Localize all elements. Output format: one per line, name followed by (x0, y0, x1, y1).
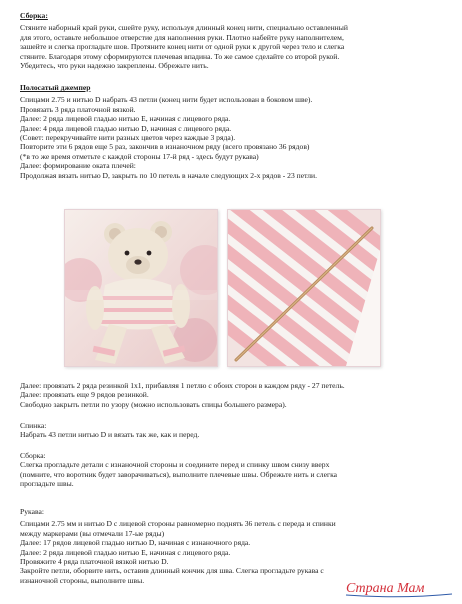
ribbing-line: Далее: провязать еще 9 рядов резинкой. (20, 390, 149, 400)
watermark-text: Страна Мам (346, 581, 425, 596)
assembly2-line: (помните, что воротник будет заворачиваться), выполните плечевые швы. Обрежьте нить и слегка (20, 469, 338, 479)
assembly-line: зашейте и слегка прогладьте шов. Протяните конец нити от одной руки к другой через тело и слегка (20, 42, 345, 52)
ribbing-line: Свободно закрыть петли по узору (можно использовать спицы большего размера). (20, 399, 287, 409)
sleeves-section (20, 507, 444, 585)
knitting-closeup-photo (227, 209, 381, 367)
assembly2-line: прогладьте швы. (20, 479, 74, 489)
strana-mam-logo-icon (344, 576, 456, 598)
jumper-line: (Совет: перекручивайте нити разных цветов через каждые 3 ряда). (20, 133, 236, 143)
back-line: Набрать 43 петли нитью D и вязать так же, как и перед. (20, 430, 200, 440)
back-title: Спинка: (20, 421, 47, 430)
assembly-line: Стяните наборный край руки, сшейте руку, используя длинный конец нити, специально оставленный (20, 23, 348, 33)
assembly2-section (20, 451, 444, 489)
sleeves-line: Закройте петли, оборвите нить, оставив длинный кончик для шва. Слегка прогладьте рукава с (20, 566, 324, 576)
jumper-line: (*в то же время отметьте с каждой стороны 17-й ряд - здесь будут рукава) (20, 151, 259, 161)
sleeves-line: Провяжите 4 ряда платочной вязкой нитью D. (20, 557, 169, 567)
assembly-section (20, 11, 444, 70)
knitting-closeup-image (228, 210, 380, 366)
assembly-heading: Сборка: (20, 11, 48, 20)
jumper-heading: Полосатый джемпер (20, 83, 91, 92)
jumper-line: Провязать 3 ряда платочной вязкой. (20, 104, 136, 114)
assembly2-line: Слегка прогладьте детали с изнаночной стороны и соедините перед и спинку швом снизу вверх (20, 460, 330, 470)
jumper-line: Далее: 4 ряда лицевой гладью нитью D, начиная с лицевого ряда. (20, 123, 232, 133)
sleeves-line: Спицами 2.75 мм и нитью D с лицевой стороны равномерно поднять 36 петель с переда и спинки (20, 519, 336, 529)
jumper-line: Продолжая вязать нитью D, закрыть по 10 петель в начале следующих 2-х рядов - 23 петли. (20, 170, 317, 180)
back-section (20, 421, 444, 440)
sleeves-line: Далее: 2 ряда лицевой гладью нитью E, начиная с лицевого ряда. (20, 547, 231, 557)
sleeves-line: между маркерами (вы отмечали 17-ые ряды) (20, 528, 165, 538)
sleeves-line: Далее: 17 рядов лицевой гладью нитью D, начиная с изнаночного ряда. (20, 538, 251, 548)
ribbing-line: Далее: провязать 2 ряда резинкой 1х1, прибавляя 1 петлю с обоих сторон в каждом ряду - 27 петель. (20, 381, 345, 390)
jumper-line: Далее: формирование оката плечей: (20, 161, 136, 171)
assembly-line: стяните. Благодаря этому сформируются плечевая впадина. То же самое сделайте со второй рукой. (20, 51, 340, 61)
jumper-line: Спицами 2.75 и нитью D набрать 43 петли (конец нити будет использован в боковом шве). (20, 95, 313, 105)
assembly2-title: Сборка: (20, 451, 46, 460)
jumper-line: Далее: 2 ряда лицевой гладью нитью E, начиная с лицевого ряда. (20, 114, 231, 124)
sleeves-title: Рукава: (20, 507, 44, 516)
sleeves-line: изнаночной стороны, выполните швы. (20, 575, 145, 585)
jumper-line: Повторите эти 6 рядов еще 5 раз, закончив в изнаночном ряду (всего провязано 36 рядов) (20, 142, 310, 152)
assembly-line: Убедитесь, что руки надежно закреплены. Обрежьте нить. (20, 61, 209, 71)
teddy-bear-photo (64, 209, 218, 367)
assembly-line: для этого, оставьте небольшое отверстие для наполнения руки. Плотно набейте руку наполнителем, (20, 32, 344, 42)
ribbing-section (20, 381, 444, 409)
jumper-section (20, 83, 444, 180)
teddy-bear-image (65, 210, 217, 366)
strana-mam-watermark (344, 576, 456, 598)
